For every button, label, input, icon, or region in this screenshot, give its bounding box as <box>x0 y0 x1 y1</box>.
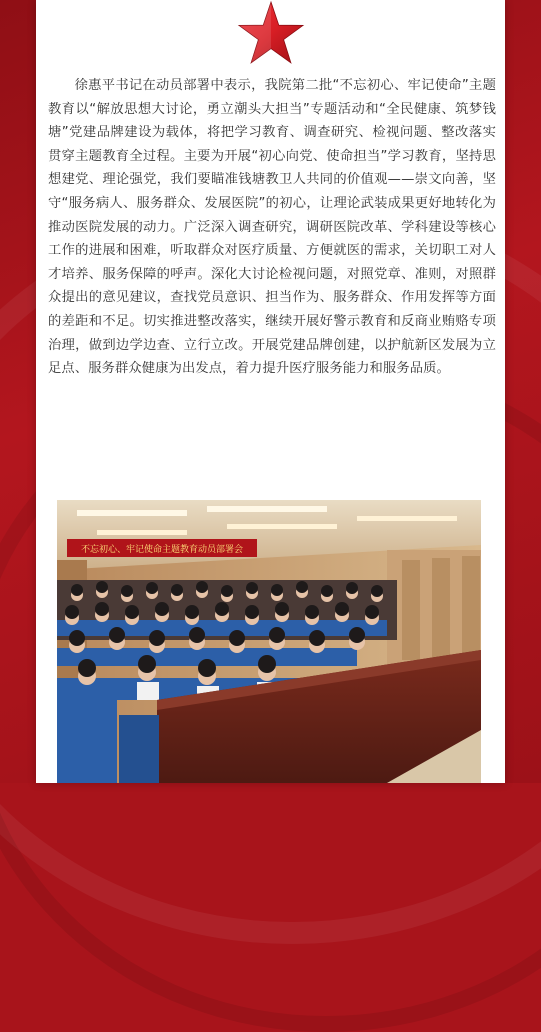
article-paragraph: 徐惠平书记在动员部署中表示，我院第二批“不忘初心、牢记使命”主题教育以“解放思想大讨论，勇立潮头大担当”专题活动和“全民健康、筑梦钱塘”党建品牌建设为载体，将把学习教育、调查研究、检视问题、整改落实贯穿主题教育全过程。主要为开展“初心向党、使命担当”学习教育，坚持思想建党、理论强党，我们要瞄准钱塘教卫人共同的价值观——崇文向善，坚守“服务病人、服务群众、发展医院”的初心，让理论武装成果更好地转化为推动医院发展的动力。广泛深入调查研究，调研医院改革、学科建设等核心工作的进展和困难，听取群众对医疗质量、方便就医的需求，关切职工对人才培养、服务保障的呼声。深化大讨论检视问题，对照党章、准则，对照群众提出的意见建议，查找党员意识、担当作为、服务群众、作用发挥等方面的差距和不足。切实推进整改落实，继续开展好警示教育和反商业贿赂专项治理，做到边学边查、立行立改。开展党建品牌创建，以护航新区发展为立足点、服务群众健康为出发点，着力提升医疗服务能力和服务品质。 <box>48 78 496 377</box>
banner-text: 不忘初心、牢记使命主题教育动员部署会 <box>80 545 244 555</box>
red-star-icon <box>236 0 306 70</box>
meeting-photo <box>57 500 481 783</box>
